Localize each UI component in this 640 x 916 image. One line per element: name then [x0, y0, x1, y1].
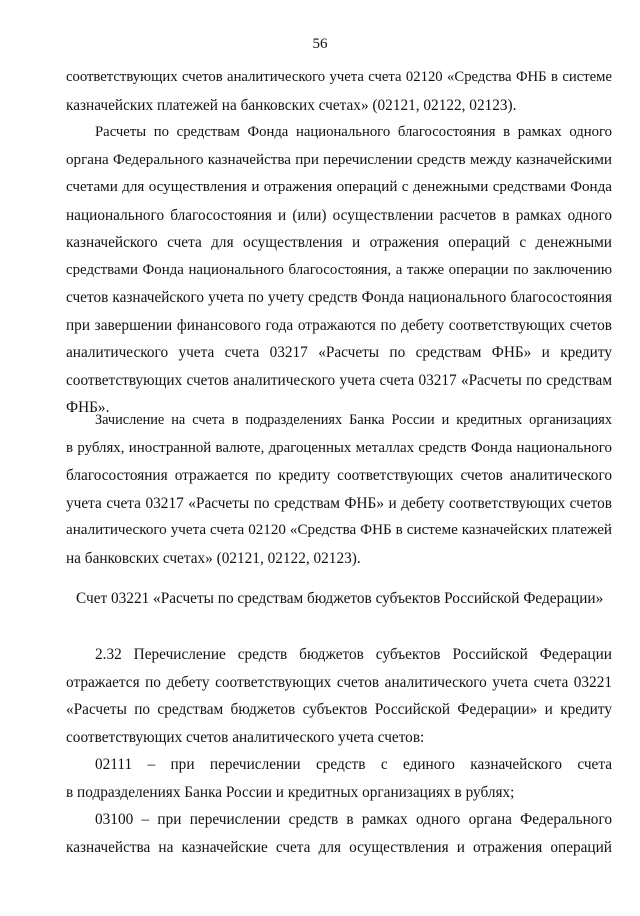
- text-line: ФНБ».: [66, 399, 110, 416]
- page-number: 56: [312, 36, 328, 52]
- text-line: аналитического учета счета 02120 «Средства ФНБ в системе казначейских платежей: [66, 522, 612, 538]
- text-line: счетами для осуществления и отражения операций с денежными средствами Фонда: [66, 179, 612, 195]
- text-line: национального благосостояния и (или) осуществлении расчетов в рамках одного: [66, 206, 612, 224]
- paragraph-fnb-settlements: [66, 119, 612, 422]
- text-line: на банковских счетах» (02121, 02122, 02123).: [66, 549, 361, 567]
- text-line: Зачисление на счета в подразделениях Банка России и кредитных организациях: [95, 412, 612, 428]
- text-line: соответствующих счетов аналитического учета счетов:: [66, 728, 425, 746]
- text-line: 03100 – при перечислении средств в рамках одного органа Федерального: [95, 811, 612, 828]
- text-line: счетов казначейского учета по учету средств Фонда национального благосостояния: [66, 289, 612, 306]
- text-line: казначейского счета для осуществления и отражения операций с денежными: [66, 234, 612, 251]
- paragraph-02111: [66, 751, 612, 806]
- text-line: в подразделениях Банка России и кредитных организациях в рублях;: [66, 783, 515, 801]
- text-line: 2.32 Перечисление средств бюджетов субъектов Российской Федерации: [95, 646, 612, 663]
- text-line: соответствующих счетов аналитического учета счета 02120 «Средства ФНБ в системе: [66, 69, 612, 85]
- text-line: Расчеты по средствам Фонда национального благосостояния в рамках одного: [95, 124, 612, 140]
- text-line: отражается по дебету соответствующих счетов аналитического учета счета 03221: [66, 673, 612, 691]
- text-line: благосостояния отражается по кредиту соответствующих счетов аналитического: [66, 467, 612, 484]
- paragraph-2-32: [66, 641, 612, 751]
- text-line: в рублях, иностранной валюте, драгоценных металлах средств Фонда национального: [66, 439, 612, 456]
- text-line: средствами Фонда национального благосостояния, а также операции по заключению: [66, 261, 612, 278]
- paragraph-fnb-crediting: [66, 407, 612, 572]
- paragraph-continuation: [66, 64, 612, 119]
- text-line: органа Федерального казначейства при перечислении средств между казначейскими: [66, 151, 612, 168]
- paragraph-03100: [66, 806, 612, 861]
- text-line: казначейских платежей на банковских счетах» (02121, 02122, 02123).: [66, 96, 517, 114]
- text-line: учета счета 03217 «Расчеты по средствам ФНБ» и дебету соответствующих счетов: [66, 494, 612, 512]
- text-line: казначейства на казначейские счета для осуществления и отражения операций: [66, 838, 612, 856]
- text-line: 02111 – при перечислении средств с единого казначейского счета: [95, 756, 612, 773]
- text-line: при завершении финансового года отражаются по дебету соответствующих счетов: [66, 316, 612, 334]
- section-heading: Счет 03221 «Расчеты по средствам бюджетов субъектов Российской Федерации»: [76, 590, 604, 607]
- text-line: аналитического учета счета 03217 «Расчеты по средствам ФНБ» и кредиту: [66, 344, 612, 361]
- text-line: «Расчеты по средствам бюджетов субъектов Российской Федерации» и кредиту: [66, 701, 612, 718]
- text-line: соответствующих счетов аналитического учета счета 03217 «Расчеты по средствам: [66, 371, 612, 389]
